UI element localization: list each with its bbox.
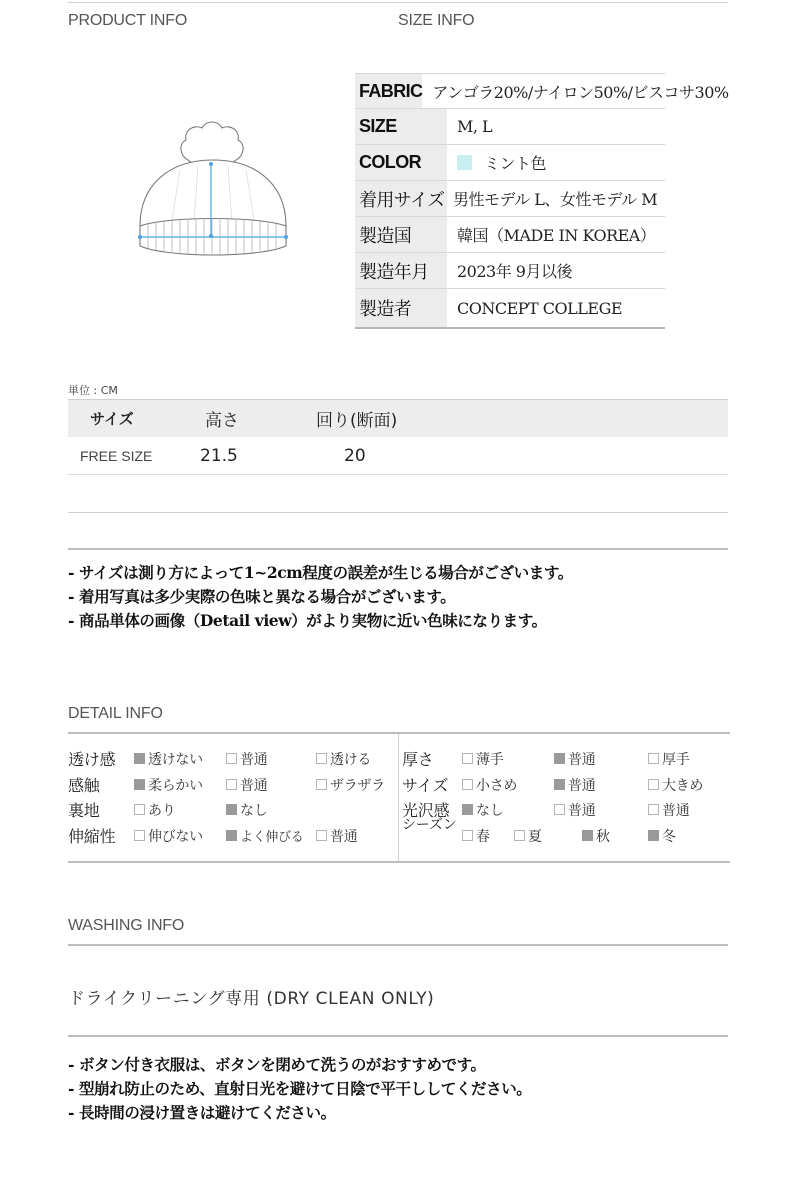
checkbox [554,804,565,815]
checkbox [226,804,237,815]
spec-row-country [355,217,665,253]
detail-row-texture [68,772,398,797]
detail-label: 光沢感 [402,801,450,820]
spec-value: CONCEPT COLLEGE [457,298,623,318]
detail-option: 秋 [582,826,610,846]
detail-option: 普通 [648,800,689,820]
checkbox [134,753,145,764]
detail-option: 夏 [514,826,542,846]
detail-row-lining [68,797,398,822]
spec-row-fabric [355,73,729,109]
detail-label: 感触 [68,776,100,795]
detail-option: 柔らかい [134,775,203,795]
detail-label: 厚さ [402,750,434,769]
detail-row-stretch [68,823,398,848]
table-row [68,437,728,475]
size-table-header [68,399,728,437]
unit-label: 単位 : CM [68,384,118,397]
detail-row-thickness [402,746,730,771]
spec-value: 2023年 9月以後 [457,262,572,281]
washing-info-title: WASHING INFO [68,917,185,934]
detail-option: 普通 [554,800,595,820]
detail-column-divider [398,734,399,861]
detail-label: 透け感 [68,750,116,769]
checkbox [648,753,659,764]
height-cell: 21.5 [200,445,238,466]
spec-value: M, L [457,117,493,136]
detail-table [68,732,730,863]
detail-option: 普通 [554,749,595,769]
spec-label: FABRIC [355,74,422,108]
color-swatch [457,155,472,170]
detail-option: 冬 [648,826,676,846]
checkbox [582,830,593,841]
detail-info-title: DETAIL INFO [68,705,163,722]
note-line: - ボタン付き衣服は、ボタンを閉めて洗うのがおすすめです。 [68,1055,486,1074]
checkbox [134,830,145,841]
checkbox [462,804,473,815]
checkbox [134,779,145,790]
size-info-title: SIZE INFO [398,12,475,29]
checkbox [462,830,473,841]
spec-row-date [355,253,665,289]
size-notes [68,561,573,633]
detail-option: 春 [462,826,490,846]
checkbox [554,779,565,790]
circumference-cell: 20 [344,445,366,466]
size-cell: FREE SIZE [80,447,153,464]
spec-value [447,145,665,180]
detail-row-season [402,817,730,848]
checkbox [462,779,473,790]
detail-option: なし [226,800,267,820]
checkbox [462,753,473,764]
detail-row-sheer [68,746,398,771]
detail-option: あり [134,800,175,820]
detail-option: 透ける [316,749,371,769]
checkbox [554,753,565,764]
detail-option: 透けない [134,749,203,769]
note-line: - 型崩れ防止のため、直射日光を避けて日陰で平干ししてください。 [68,1079,532,1098]
detail-label: 伸縮性 [68,827,116,846]
detail-option: 普通 [226,749,267,769]
spec-label: 製造国 [355,217,447,252]
checkbox [648,830,659,841]
spec-row-maker [355,289,665,329]
divider [68,1035,728,1037]
spec-value: アンゴラ20%/ナイロン50%/ビスコサ30% [432,82,729,102]
detail-option: 普通 [226,775,267,795]
color-name: ミント色 [484,154,547,173]
detail-option: 薄手 [462,749,503,769]
spec-label: 着用サイズ [355,181,447,216]
detail-label: 裏地 [68,801,100,820]
note-line: - サイズは測り方によって1~2cm程度の誤差が生じる場合がございます。 [68,563,573,582]
spec-row-size [355,109,665,145]
spec-table [355,73,729,329]
detail-label: サイズ [402,776,449,795]
washing-method: ドライクリーニング専用 (DRY CLEAN ONLY) [68,989,435,1009]
note-line: - 商品単体の画像（Detail view）がより実物に近い色味になります。 [68,611,547,630]
checkbox [226,830,237,841]
size-header-cell: サイズ [90,410,134,428]
product-info-title: PRODUCT INFO [68,12,188,29]
spec-label: COLOR [355,145,447,180]
divider [68,548,728,550]
spec-row-model-size [355,181,665,217]
spec-value: 男性モデル L、女性モデル M [453,190,658,209]
spec-label: SIZE [355,109,447,144]
detail-option: なし [462,800,503,820]
spec-value: 韓国（MADE IN KOREA） [457,226,656,245]
checkbox [316,753,327,764]
detail-option: よく伸びる [226,826,304,845]
pompom-shape [181,122,243,164]
checkbox [316,779,327,790]
detail-option: ザラザラ [316,775,385,795]
detail-option: 大きめ [648,775,703,795]
checkbox [648,804,659,815]
divider [68,944,728,946]
detail-option: 伸びない [134,826,203,846]
note-line: - 長時間の浸け置きは避けてください。 [68,1103,336,1122]
checkbox [226,779,237,790]
detail-label: シーズン [402,817,457,833]
washing-notes [68,1053,531,1125]
crown-shape [140,160,286,226]
hat-illustration [128,108,298,278]
spec-label: 製造者 [355,289,447,327]
checkbox [134,804,145,815]
spec-label: 製造年月 [355,253,447,288]
detail-option: 小さめ [462,775,517,795]
detail-row-fit [402,772,730,797]
checkbox [226,753,237,764]
checkbox [648,779,659,790]
spec-row-color [355,145,665,181]
detail-option: 普通 [316,826,357,846]
detail-option: 普通 [554,775,595,795]
height-header-cell: 高さ [205,411,239,431]
checkbox [514,830,525,841]
divider [68,512,728,513]
detail-option: 厚手 [648,749,689,769]
top-rule [68,2,728,3]
checkbox [316,830,327,841]
note-line: - 着用写真は多少実際の色味と異なる場合がございます。 [68,587,456,606]
circumference-header-cell: 回り(断面) [316,411,398,431]
